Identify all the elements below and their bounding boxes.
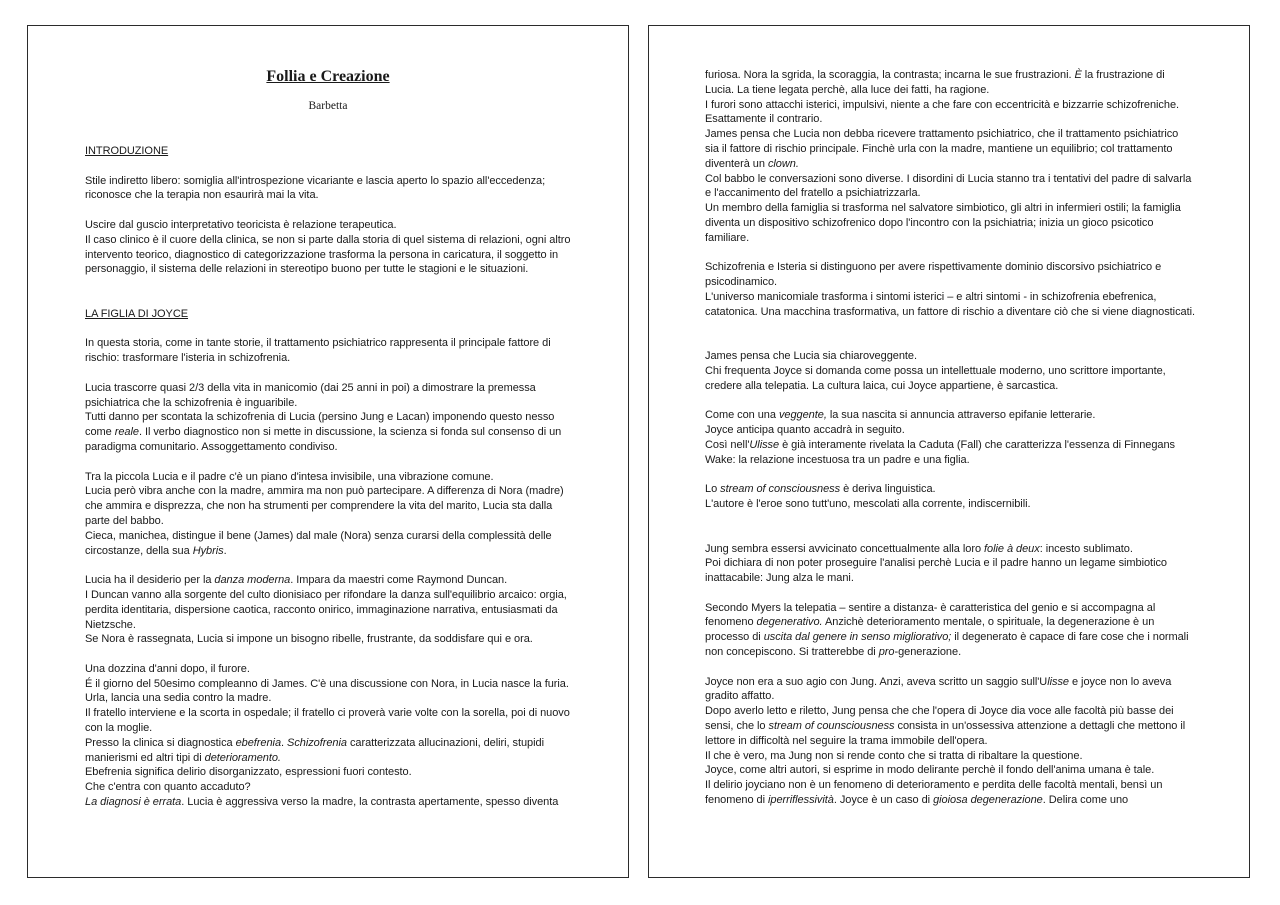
text-run: caratterizzata allucinazioni, deliri, stupidi manierismi ed altri tipi di xyxy=(85,736,544,764)
paragraph xyxy=(85,795,575,810)
paragraph: É il giorno del 50esimo compleanno di James. C'è una discussione con Nora, in Lucia nasce la furia. Urla, lancia una sedia contro la madre. xyxy=(85,677,569,705)
paragraph: Lucia però vibra anche con la madre, ammira ma non può partecipare. A differenza di Nora (madre) che ammira e disprezza, che non ha strumenti per comprendere la vita del marito, Lucia sta dalla parte del babbo. xyxy=(85,485,564,527)
paragraph: Il che è vero, ma Jung non si rende conto che si tratta di ribaltare la questione. xyxy=(705,749,1083,762)
paragraph xyxy=(85,529,575,559)
paragraph xyxy=(705,704,1195,748)
paragraph: L'autore è l'eroe sono tutt'uno, mescolati alla corrente, indiscernibili. xyxy=(705,498,1031,511)
italic-text: stream of consciousness xyxy=(720,483,841,496)
paragraph xyxy=(85,410,575,454)
italic-text: lisse xyxy=(1047,675,1069,688)
paragraph: Stile indiretto libero: somiglia all'introspezione vicariante e lascia aperto lo spazio all'eccedenza; riconosce che la terapia non esaurirà mai la vita. xyxy=(85,174,546,202)
text-run: Jung sembra essersi avvicinato concettualmente alla loro xyxy=(705,542,985,555)
text-run: Lucia ha il desiderio per la xyxy=(85,574,215,587)
text-run: Come con una xyxy=(705,409,779,422)
paragraph: Ebefrenia significa delirio disorganizzato, espressioni fuori contesto. xyxy=(85,766,412,779)
paragraph: I Duncan vanno alla sorgente del culto dionisiaco per rifondare la danza sull'equilibrio arcaico: orgia, perdita identitaria, dispersione caotica, racconto onirico, immaginazione narrativa, entusiasmati da Nietzsche. xyxy=(85,588,567,631)
italic-text: La diagnosi è errata xyxy=(85,796,182,809)
italic-text: È xyxy=(1074,69,1082,81)
paragraph: Poi dichiara di non poter proseguire l'analisi perchè Lucia e il padre hanno un legame simbiotico inattacabile: Jung alza le mani. xyxy=(705,557,1167,585)
paragraph: Joyce, come altri autori, si esprime in modo delirante perchè il fondo dell'anima umana è tale. xyxy=(705,764,1155,777)
italic-text: pro xyxy=(878,646,895,659)
text-run: Secondo Myers la telepatia – sentire a distanza- è caratteristica del genio e si accompagna al fenomeno xyxy=(705,601,1156,629)
text-run: Così nell' xyxy=(705,438,750,451)
paragraph xyxy=(85,573,575,588)
text-run: e joyce non lo aveva gradito affatto. xyxy=(705,675,1172,703)
italic-text: stream of counsciousness xyxy=(768,720,895,733)
section-heading-figlia-di-joyce: LA FIGLIA DI JOYCE xyxy=(85,307,189,320)
paragraph: James pensa che Lucia sia chiaroveggente. xyxy=(705,350,917,363)
document-title: Follia e Creazione xyxy=(266,68,390,85)
text-run: . Delira come uno xyxy=(1042,794,1129,807)
text-run: Dopo averlo letto e riletto, Jung pensa che che l'opera di Joyce dia voce alle facoltà più basse dei sensi, che lo xyxy=(705,705,1174,733)
text-run: James pensa che Lucia non debba ricevere trattamento psichiatrico, che il trattamento psichiatrico sia il fattore di rischio principale. Finchè urla con la madre, mantiene un equilibrio; col trattamento diventerà un xyxy=(705,128,1179,170)
italic-text: reale xyxy=(114,426,139,439)
paragraph: Il caso clinico è il cuore della clinica, se non si parte dalla storia di quel sistema di relazioni, ogni altro intervento teorico, diagnostico di categorizzazione trasforma la persona in caricatura, il soggetto in personaggio, il sistema delle relazioni in stereotipo buono per tutte le stagioni e le situazioni. xyxy=(85,233,571,276)
paragraph: Col babbo le conversazioni sono diverse. I disordini di Lucia stanno tra i tentativi del padre di salvarla e l'accanimento del fratello a psichiatrizzarla. xyxy=(705,172,1192,200)
paragraph xyxy=(705,408,1195,423)
italic-text: iperriflessività xyxy=(768,794,834,807)
text-run: . xyxy=(281,736,288,749)
text-run: è deriva linguistica. xyxy=(840,483,936,496)
paragraph: Il fratello interviene e la scorta in ospedale; il fratello ci proverà varie volte con la sorella, poi di nuovo con la moglie. xyxy=(85,707,570,735)
text-run: Anzichè deterioramento mentale, o spirituale, la degenerazione è un processo di xyxy=(705,616,1155,644)
paragraph: Chi frequenta Joyce si domanda come possa un intellettuale moderno, uno scrittore importante, credere alla telepatia. La cultura laica, cui Joyce appartiene, è sarcastica. xyxy=(705,364,1166,392)
text-run: . Impara da maestri come Raymond Duncan. xyxy=(290,574,508,587)
italic-text: folie à deux xyxy=(984,542,1040,555)
text-run: il degenerato è capace di fare cose che i normali non concepiscono. Si tratterebbe di xyxy=(705,631,1189,659)
paragraph: Uscire dal guscio interpretativo teoricista è relazione terapeutica. xyxy=(85,218,397,231)
italic-text: deterioramento. xyxy=(204,751,281,764)
text-run: Presso la clinica si diagnostica xyxy=(85,736,236,749)
text-run: è già interamente rivelata la Caduta (Fall) che caratterizza l'essenza di Finnegans Wake: la relazione incestuosa tra un padre e una figlia. xyxy=(705,438,1175,466)
text-run: Tutti danno per scontata la schizofrenia di Lucia (persino Jung e Lacan) imponendo questo nesso come xyxy=(85,411,555,439)
paragraph: Lucia trascorre quasi 2/3 della vita in manicomio (dai 25 anni in poi) a dimostrare la premessa psichiatrica che la schizofrenia è inguaribile. xyxy=(85,381,536,409)
paragraph: In questa storia, come in tante storie, il trattamento psichiatrico rappresenta il principale fattore di rischio: trasformare l'isteria in schizofrenia. xyxy=(85,337,551,365)
text-run: Cieca, manichea, distingue il bene (James) dal male (Nora) senza curarsi della complessità delle circostanze, della sua xyxy=(85,529,552,557)
document-page-left xyxy=(27,25,629,878)
left-text-column xyxy=(85,144,575,810)
italic-text: uscita dal genere in senso migliorativo; xyxy=(763,631,952,644)
text-run: consista in un'ossessiva attenzione a dettagli che mettono il lettore in difficoltà nel seguire la trama immobile dell'opera. xyxy=(705,720,1186,747)
paragraph: Una dozzina d'anni dopo, il furore. xyxy=(85,662,250,675)
paragraph xyxy=(705,675,1195,705)
paragraph: Un membro della famiglia si trasforma nel salvatore simbiotico, gli altri in infermieri ostili; la famiglia diventa un dispositivo schizofrenico dopo l'incontro con la psichiatria; inizia un gioco psicotico familiare. xyxy=(705,202,1181,244)
italic-text: clown. xyxy=(767,157,799,170)
text-run: Lo xyxy=(705,483,721,496)
paragraph xyxy=(705,778,1195,808)
text-run: : incesto sublimato. xyxy=(1039,542,1133,555)
author-name: Barbetta xyxy=(308,100,348,112)
paragraph xyxy=(705,127,1195,171)
paragraph xyxy=(705,482,1195,497)
paragraph xyxy=(705,438,1195,468)
paragraph: I furori sono attacchi isterici, impulsivi, niente a che fare con eccentricità e bizzarrie schizofreniche. Esattamente il contrario. xyxy=(705,98,1180,126)
paragraph: L'universo manicomiale trasforma i sintomi isterici – e altri sintomi - in schizofrenia ebefrenica, catatonica. Una macchina trasformativa, un fattore di rischio a diventare ciò che si viene diagnosticati. xyxy=(705,290,1196,318)
italic-text: danza moderna xyxy=(214,574,291,587)
paragraph xyxy=(705,542,1195,557)
italic-text: Hybris xyxy=(192,544,224,557)
text-run: furiosa. Nora la sgrida, la scoraggia, la contrasta; incarna le sue frustrazioni. xyxy=(705,69,1075,81)
text-run: . Joyce è un caso di xyxy=(833,794,934,807)
paragraph: Che c'entra con quanto accaduto? xyxy=(85,781,251,794)
section-heading-introduzione: INTRODUZIONE xyxy=(85,145,169,157)
paragraph xyxy=(85,736,575,766)
document-page-right xyxy=(648,25,1250,878)
paragraph: Se Nora è rassegnata, Lucia si impone un bisogno ribelle, frustrante, da soddisfare qui e ora. xyxy=(85,633,533,646)
italic-text: veggente, xyxy=(778,409,827,422)
italic-text: gioiosa degenerazione xyxy=(933,794,1043,807)
italic-text: ebefrenia xyxy=(235,736,282,749)
paragraph: Tra la piccola Lucia e il padre c'è un piano d'intesa invisibile, una vibrazione comune. xyxy=(85,470,494,483)
paragraph: Joyce anticipa quanto accadrà in seguito. xyxy=(705,424,905,437)
text-run: -generazione. xyxy=(894,646,962,659)
text-run: Il delirio joyciano non è un fenomeno di deterioramento e perdita delle facoltà mentali, bensì un fenomeno di xyxy=(705,779,1163,807)
text-run: Joyce non era a suo agio con Jung. Anzi, aveva scritto un saggio sull'U xyxy=(705,675,1048,688)
text-run: . xyxy=(223,544,227,557)
italic-text: Schizofrenia xyxy=(287,736,347,749)
right-text-column xyxy=(705,68,1195,808)
text-run: . Il verbo diagnostico non si mette in discussione, la scienza si fonda sul consenso di un paradigma comunitario. Assoggettamento condiviso. xyxy=(85,426,562,453)
italic-text: Ulisse xyxy=(749,438,780,451)
paragraph xyxy=(705,601,1195,660)
italic-text: degenerativo. xyxy=(756,616,823,629)
text-run: la sua nascita si annuncia attraverso epifanie letterarie. xyxy=(826,409,1096,422)
text-run: la frustrazione di Lucia. La tiene legata perchè, alla luce dei fatti, ha ragione. xyxy=(705,69,1165,96)
text-run: . Lucia è aggressiva verso la madre, la contrasta apertamente, spesso diventa xyxy=(181,796,559,809)
paragraph: Schizofrenia e Isteria si distinguono per avere rispettivamente dominio discorsivo psichiatrico e psicodinamico. xyxy=(705,261,1162,289)
paragraph xyxy=(705,68,1195,98)
